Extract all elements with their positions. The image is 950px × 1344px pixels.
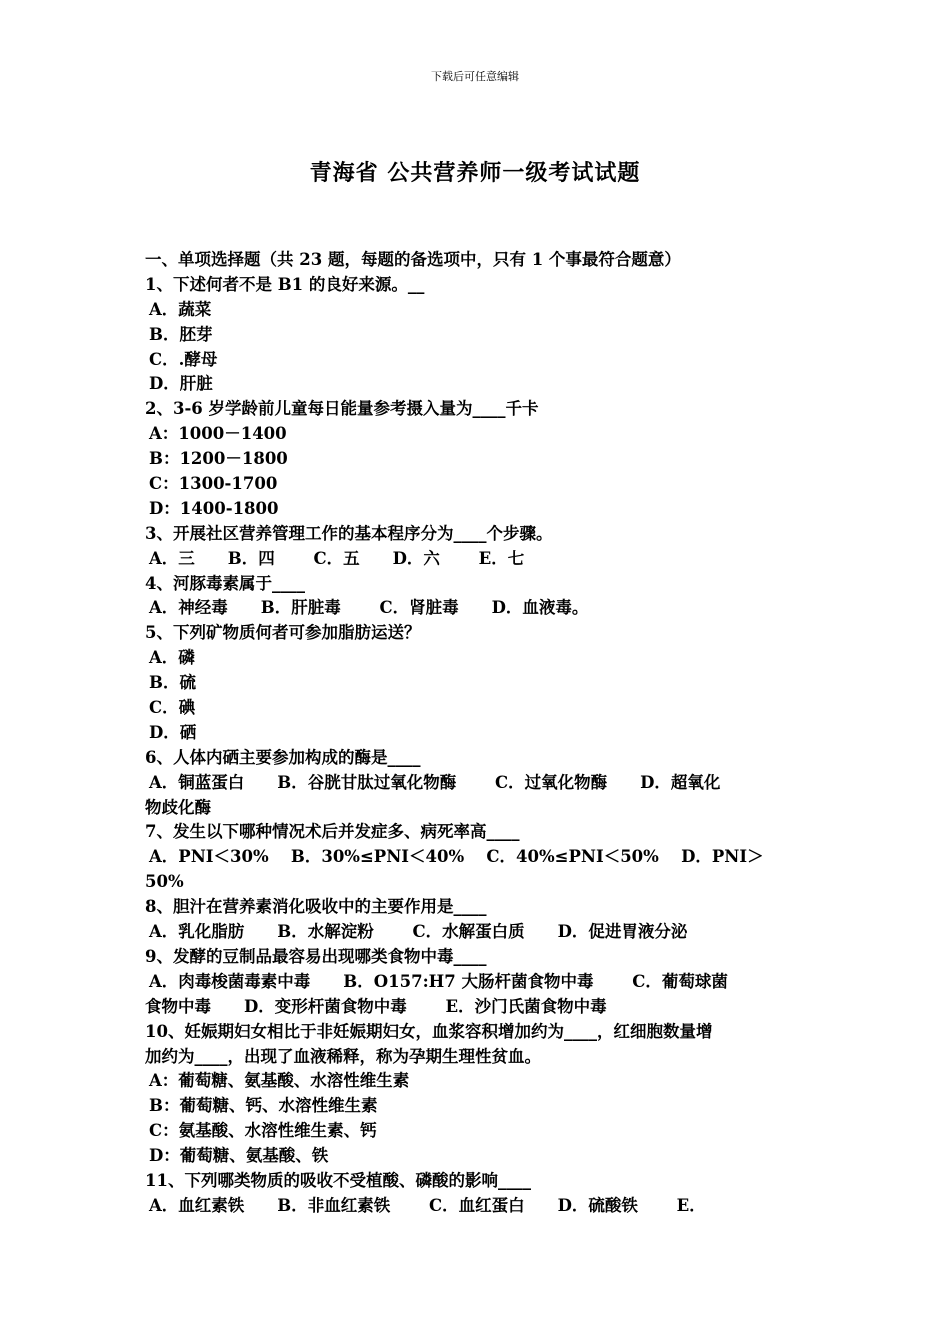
answer-option-line: C．.酵母 xyxy=(149,349,218,369)
answer-option-line: B．胚芽 xyxy=(149,324,213,344)
answer-option-line: A．肉毒梭菌毒素中毒 B．O157:H7 大肠杆菌食物中毒 C．葡萄球菌 xyxy=(149,971,728,991)
question-text-line: 7、发生以下哪种情况术后并发症多、病死率高____ xyxy=(145,822,520,842)
question-text-line: 3、开展社区营养管理工作的基本程序分为____个步骤。 xyxy=(145,523,553,543)
answer-option-line: B．硫 xyxy=(149,673,196,693)
question-text-line: 5、下列矿物质何者可参加脂肪运送？ xyxy=(145,623,421,643)
answer-option-line: A．乳化脂肪 B．水解淀粉 C．水解蛋白质 D．促进胃液分泌 xyxy=(149,922,688,942)
question-text-line: 4、河豚毒素属于____ xyxy=(145,573,305,593)
answer-option-line: A：1000－1400 xyxy=(149,424,287,444)
answer-option-line: B：葡萄糖、钙、水溶性维生素 xyxy=(149,1096,378,1116)
answer-option-line: C．碘 xyxy=(149,698,196,718)
answer-option-line: A．血红素铁 B．非血红素铁 C．血红蛋白 D．硫酸铁 E． xyxy=(149,1195,706,1215)
page-header: 下载后可任意编辑 xyxy=(431,70,519,83)
question-text-line: 50% xyxy=(145,872,184,892)
question-text-line: 2、3-6 岁学龄前儿童每日能量参考摄入量为____千卡 xyxy=(145,399,539,419)
answer-option-line: A．神经毒 B．肝脏毒 C．肾脏毒 D．血液毒。 xyxy=(149,598,589,618)
question-text-line: 9、发酵的豆制品最容易出现哪类食物中毒____ xyxy=(145,946,487,966)
question-text-line: 6、人体内硒主要参加构成的酶是____ xyxy=(145,747,421,767)
answer-option-line: A．磷 xyxy=(149,648,195,668)
answer-option-line: D：1400-1800 xyxy=(149,498,279,518)
answer-option-line: D：葡萄糖、氨基酸、铁 xyxy=(149,1146,329,1166)
answer-option-line: A．PNI＜30% B．30%≤PNI＜40% C．40%≤PNI＜50% D．PNI＞ xyxy=(149,847,764,867)
question-text-line: 8、胆汁在营养素消化吸收中的主要作用是____ xyxy=(145,897,487,917)
answer-option-line: C：氨基酸、水溶性维生素、钙 xyxy=(149,1121,377,1141)
question-text-line: 食物中毒 D．变形杆菌食物中毒 E．沙门氏菌食物中毒 xyxy=(145,996,607,1016)
question-text-line: 10、妊娠期妇女相比于非妊娠期妇女，血浆容积增加约为____，红细胞数量增 xyxy=(145,1021,713,1041)
answer-option-line: D．肝脏 xyxy=(149,374,213,394)
page-title: 青海省 公共营养师一级考试试题 xyxy=(309,160,641,186)
answer-option-line: C：1300-1700 xyxy=(149,474,278,494)
section-heading: 一、单项选择题（共 23 题，每题的备选项中，只有 1 个事最符合题意） xyxy=(145,250,681,269)
answer-option-line: A．铜蓝蛋白 B．谷胱甘肽过氧化物酶 C．过氧化物酶 D．超氧化 xyxy=(149,772,721,792)
answer-option-line: B：1200－1800 xyxy=(149,449,288,469)
answer-option-line: A．蔬菜 xyxy=(149,299,212,319)
question-text-line: 加约为____，出现了血液稀释，称为孕期生理性贫血。 xyxy=(145,1046,541,1066)
question-text-line: 11、下列哪类物质的吸收不受植酸、磷酸的影响____ xyxy=(145,1170,531,1190)
question-text-line: 物歧化酶 xyxy=(145,797,211,817)
question-text-line: 1、下述何者不是 B1 的良好来源。__ xyxy=(145,274,425,294)
answer-option-line: A．三 B．四 C．五 D．六 E．七 xyxy=(149,548,525,568)
question-body xyxy=(145,248,810,1219)
answer-option-line: D．硒 xyxy=(149,722,197,742)
answer-option-line: A：葡萄糖、氨基酸、水溶性维生素 xyxy=(149,1071,410,1091)
question-lines xyxy=(145,273,810,1219)
